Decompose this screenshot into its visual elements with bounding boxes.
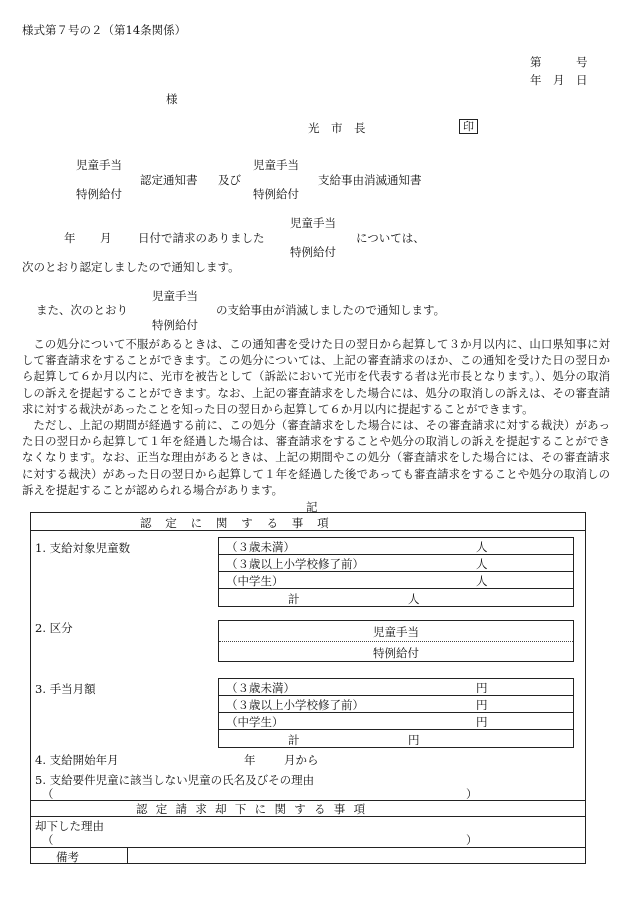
ineligible-paren-open: （ [42, 787, 54, 801]
document-date-label: 年 月 日 [530, 73, 588, 87]
ineligible-paren-close: ） [466, 787, 478, 801]
remarks-column-divider [127, 847, 128, 864]
children-row-unit-junior-high: 人 [476, 574, 488, 588]
title-certification: 認定通知書 [140, 173, 198, 187]
amount-row-unit-under3: 円 [476, 681, 488, 695]
appeal-notice-paragraph-1: この処分について不服があるときは、この通知書を受けた日の翌日から起算して３か月以内に、山口県知事に対して審査請求をすることができます。この処分については、上記の審査請求のほか、この通知を受けた日の翌日から起算して６か月以内に、光市を被告として（訴訟において光市を代表する者は光市長となります。）、処分の取消しの訴えを提起することができます。なお、上記の審査請求をした場合には、処分の取消しの訴えは、その審査請求に対する裁決があったことを知った日の翌日から起算して６か月以内に提起することができます。 [22, 337, 610, 416]
children-row-unit-elementary: 人 [476, 557, 488, 571]
claim-suffix: については、 [356, 231, 425, 245]
children-row-label-under3: （３歳未満） [226, 540, 295, 554]
children-total-label: 計 [288, 592, 300, 606]
payment-start-label: 4. 支給開始年月 [35, 753, 119, 767]
amount-row-unit-junior-high: 円 [476, 715, 488, 729]
reject-reason-label: 却下した理由 [35, 819, 104, 833]
title-child-allowance-2: 児童手当 [253, 158, 299, 172]
amount-total-label: 計 [288, 733, 300, 747]
category-option-child-allowance: 児童手当 [373, 625, 419, 639]
addressee-suffix: 様 [166, 92, 178, 106]
lapse-special-benefit: 特例給付 [152, 318, 198, 332]
monthly-amount-label: 3. 手当月額 [35, 682, 96, 696]
claim-special-benefit: 特例給付 [290, 245, 336, 259]
children-row-unit-under3: 人 [476, 540, 488, 554]
children-row-label-junior-high: （中学生） [226, 574, 284, 588]
claim-month: 月 [100, 231, 112, 245]
title-child-allowance: 児童手当 [76, 158, 122, 172]
amount-total-unit: 円 [408, 733, 420, 747]
category-option-special-benefit: 特例給付 [373, 646, 419, 660]
amount-row-label-junior-high: （中学生） [226, 715, 284, 729]
title-lapse-notice: 支給事由消滅通知書 [318, 173, 422, 187]
remarks-top-divider [30, 847, 586, 848]
reject-paren-open: （ [42, 833, 54, 847]
lapse-child-allowance: 児童手当 [152, 289, 198, 303]
claim-child-allowance: 児童手当 [290, 216, 336, 230]
cert-heading-divider [30, 530, 586, 531]
reject-paren-close: ） [466, 833, 478, 847]
document-number-label: 第 号 [530, 55, 588, 69]
issuer: 光 市 長 [308, 121, 366, 135]
amount-row-label-under3: （３歳未満） [226, 681, 295, 695]
form-id: 様式第７号の２（第14条関係） [22, 23, 187, 37]
cert-section-heading: 認定に関する事項 [140, 516, 343, 530]
appeal-notice-paragraph-2: ただし、上記の期間が経過する前に、この処分（審査請求をした場合には、その審査請求に対する裁決）があった日の翌日から起算して１年を経過した場合は、審査請求をすることや処分の取消しの訴えを提起することができなくなります。なお、正当な理由があるときは、上記の期間やこの処分（審査請求をした場合には、その審査請求に対する裁決）があった日の翌日から起算して１年を経過した後であっても審査請求をすることや処分の取消しの訴えを提起することが認められる場合があります。 [22, 418, 610, 497]
payment-start-month: 月から [284, 753, 319, 767]
title-special-benefit: 特例給付 [76, 187, 122, 201]
amount-row-unit-elementary: 円 [476, 698, 488, 712]
amount-row-label-elementary: （３歳以上小学校修了前） [226, 698, 364, 712]
claim-day-text: 日付で請求のありました [138, 231, 265, 245]
appeal-notice [22, 336, 610, 498]
payment-start-year: 年 [244, 753, 256, 767]
children-count-label: 1. 支給対象児童数 [35, 541, 131, 555]
lapse-suffix: の支給事由が消滅しましたので通知します。 [216, 303, 446, 317]
children-row-label-elementary: （３歳以上小学校修了前） [226, 557, 364, 571]
category-divider [219, 641, 573, 642]
category-label: 2. 区分 [35, 621, 73, 635]
title-special-benefit-2: 特例給付 [253, 187, 299, 201]
reject-section-heading: 認定請求却下に関する事項 [136, 802, 374, 816]
ki-mark: 記 [306, 500, 318, 514]
claim-line2: 次のとおり認定しましたので通知します。 [22, 260, 240, 274]
ineligible-children-label: 5. 支給要件児童に該当しない児童の氏名及びその理由 [35, 773, 315, 787]
title-and: 及び [218, 173, 241, 187]
claim-year: 年 [64, 231, 76, 245]
lapse-prefix: また、次のとおり [36, 303, 128, 317]
reject-heading-bottom-divider [30, 816, 586, 817]
children-total-unit: 人 [408, 592, 420, 606]
remarks-label: 備考 [56, 850, 79, 864]
seal-mark: 印 [459, 119, 478, 134]
